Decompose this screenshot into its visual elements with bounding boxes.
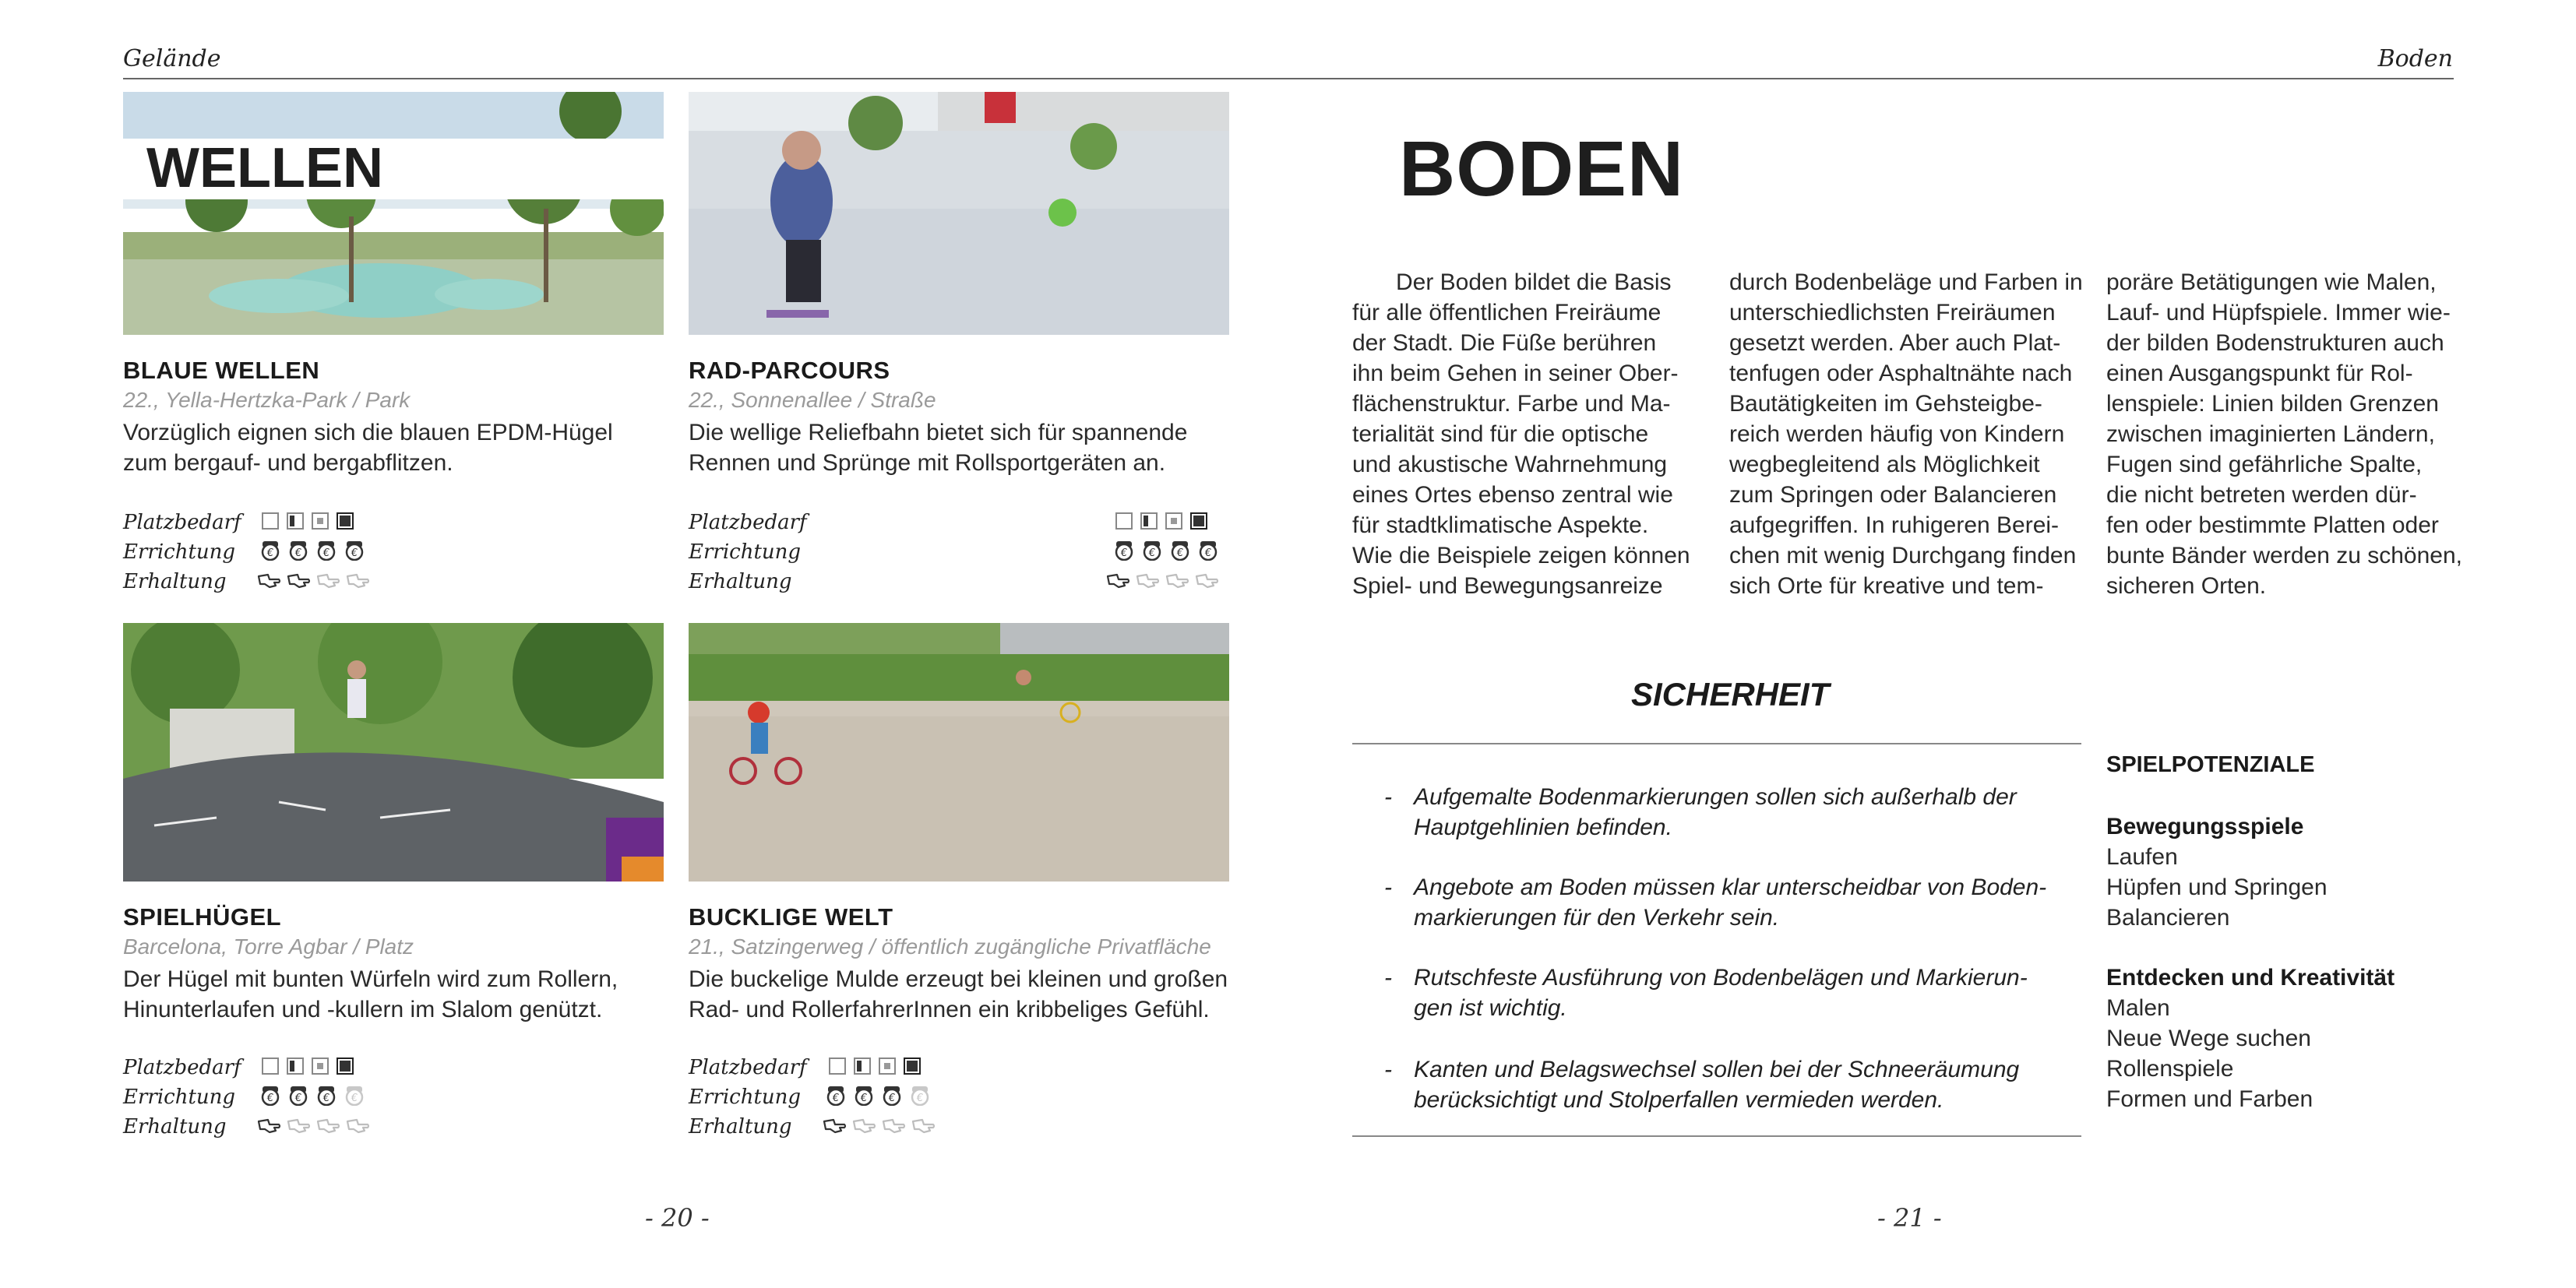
euro-coin-icon bbox=[854, 1086, 874, 1106]
svg-text:€: € bbox=[351, 547, 358, 559]
rating-block: Platzbedarf Errichtung Erhaltung € € € € bbox=[123, 1053, 388, 1146]
space-square-icon bbox=[829, 1057, 846, 1075]
svg-text:€: € bbox=[266, 547, 274, 559]
safety-item: - Aufgemalte Bodenmarkierungen sollen sich außerhalb der Hauptgehlinien befinden. bbox=[1384, 784, 2017, 840]
rating-block: Platzbedarf Errichtung Erhaltung € € € € bbox=[689, 508, 1234, 601]
header-rule bbox=[123, 78, 2454, 79]
page-number-right: - 21 - bbox=[1877, 1203, 1942, 1233]
card-title: RAD-PARCOURS bbox=[689, 357, 890, 384]
card-location: 22., Sonnenallee / Straße bbox=[689, 388, 936, 412]
body-column-1: Der Boden bildet die Basis für alle öffentlichen Freiräume der Stadt. Die Füße berühren ihn beim Gehen in seiner Ober- flächenstruktur. Farbe und Ma- terialität sind für die optische und akustische Wahrnehmung eines Ortes ebenso zentral wie für stadtklimatische Aspekte. Wie die Beispiele zeigen können Spiel- und Bewegungsanreize bbox=[1352, 269, 1690, 599]
space-square-icon bbox=[337, 512, 354, 530]
potentials-group: Bewegungsspiele Laufen Hüpfen und Springen Balancieren bbox=[2106, 814, 2328, 931]
euro-coin-icon bbox=[344, 540, 365, 561]
space-square-icon bbox=[287, 1057, 304, 1075]
rating-block: Platzbedarf Errichtung Erhaltung € € € € bbox=[123, 508, 388, 601]
safety-item: - Kanten und Belagswechsel sollen bei der Schneeräumung berücksichtigt und Stolperfallen vermieden werden. bbox=[1384, 1057, 2020, 1113]
safety-rule-bottom bbox=[1352, 1135, 2081, 1137]
euro-coin-icon bbox=[288, 540, 308, 561]
hand-icon bbox=[346, 572, 371, 592]
card-description: Der Hügel mit bunten Würfeln wird zum Rollern, Hinunterlaufen und -kullern im Slalom genützt. bbox=[123, 966, 618, 1022]
space-square-icon bbox=[1140, 512, 1158, 530]
card-title: BLAUE WELLEN bbox=[123, 357, 320, 384]
space-square-icon bbox=[1165, 512, 1182, 530]
hand-icon bbox=[852, 1117, 877, 1137]
euro-coin-icon bbox=[910, 1086, 930, 1106]
svg-text:€: € bbox=[832, 1093, 840, 1104]
euro-coin-icon bbox=[1170, 540, 1190, 561]
space-square-icon bbox=[262, 512, 279, 530]
hand-icon bbox=[823, 1117, 848, 1137]
euro-coin-icon bbox=[316, 540, 337, 561]
card-location: 21., Satzingerweg / öffentlich zugängliche Privatfläche bbox=[689, 934, 1211, 959]
euro-coin-icon bbox=[826, 1086, 846, 1106]
space-square-icon bbox=[262, 1057, 279, 1075]
euro-coin-icon bbox=[1198, 540, 1218, 561]
svg-text:€: € bbox=[266, 1093, 274, 1104]
space-square-icon bbox=[337, 1057, 354, 1075]
euro-coin-icon bbox=[1142, 540, 1162, 561]
euro-coin-icon bbox=[344, 1086, 365, 1106]
page-number-left: - 20 - bbox=[645, 1203, 710, 1233]
section-title-wellen: WELLEN bbox=[146, 137, 383, 199]
svg-text:€: € bbox=[1120, 547, 1128, 559]
hand-icon bbox=[287, 572, 312, 592]
svg-text:€: € bbox=[916, 1093, 924, 1104]
hand-icon bbox=[911, 1117, 936, 1137]
rating-block: Platzbedarf Errichtung Erhaltung € € € € bbox=[689, 1053, 969, 1146]
euro-coin-icon bbox=[1114, 540, 1134, 561]
card-title: SPIELHÜGEL bbox=[123, 903, 282, 931]
safety-rule-top bbox=[1352, 743, 2081, 744]
photo-rad-parcours bbox=[689, 92, 1229, 335]
svg-text:€: € bbox=[351, 1093, 358, 1104]
hand-icon bbox=[257, 1117, 282, 1137]
card-description: Vorzüglich eignen sich die blauen EPDM-Hügel zum bergauf- und bergabflitzen. bbox=[123, 420, 613, 476]
svg-text:€: € bbox=[322, 1093, 330, 1104]
running-header-right: Boden bbox=[2377, 45, 2453, 72]
space-square-icon bbox=[879, 1057, 896, 1075]
euro-coin-icon bbox=[882, 1086, 902, 1106]
euro-coin-icon bbox=[288, 1086, 308, 1106]
safety-item: - Rutschfeste Ausführung von Bodenbelägen und Markierun- gen ist wichtig. bbox=[1384, 965, 2028, 1021]
euro-coin-icon bbox=[260, 540, 280, 561]
euro-coin-icon bbox=[316, 1086, 337, 1106]
svg-text:€: € bbox=[888, 1093, 896, 1104]
hand-icon bbox=[257, 572, 282, 592]
space-square-icon bbox=[1190, 512, 1207, 530]
hand-icon bbox=[316, 572, 341, 592]
card-description: Die buckelige Mulde erzeugt bei kleinen und großen Rad- und RollerfahrerInnen ein kribbeliges Gefühl. bbox=[689, 966, 1228, 1022]
space-square-icon bbox=[312, 1057, 329, 1075]
body-column-2: durch Bodenbeläge und Farben in unterschiedlichsten Freiräumen gesetzt werden. Aber auch Plat- tenfugen oder Asphaltnähte nach Bautätigkeiten im Gehsteigbe- reich werden häufig von Kindern wegbegleitend als Möglichkeit zum Springen oder Balancieren aufgegriffen. In ruhigeren Berei- chen mit wenig Durchgang finden sich Orte für kreative und tem- bbox=[1729, 269, 2083, 599]
body-column-3: poräre Betätigungen wie Malen, Lauf- und Hüpfspiele. Immer wie- der bilden Bodenstrukturen auch einen Ausgangspunkt für Rol- lenspiele: Linien bilden Grenzen zwischen imaginierten Ländern, Fugen sind gefährliche Spalte, die nicht betreten werden dür- fen oder bestimmte Platten oder bunte Bänder werden zu schönen, sicheren Orten. bbox=[2106, 269, 2462, 599]
svg-text:€: € bbox=[1204, 547, 1212, 559]
potentials-group: Entdecken und Kreativität Malen Neue Wege suchen Rollenspiele Formen und Farben bbox=[2106, 965, 2395, 1112]
card-description: Die wellige Reliefbahn bietet sich für spannende Rennen und Sprünge mit Rollsportgeräten an. bbox=[689, 420, 1188, 476]
hand-icon bbox=[346, 1117, 371, 1137]
section-title-boden: BODEN bbox=[1399, 125, 1685, 213]
hand-icon bbox=[1106, 572, 1131, 592]
hand-icon bbox=[882, 1117, 907, 1137]
potentials-title: SPIELPOTENZIALE bbox=[2106, 752, 2315, 777]
svg-text:€: € bbox=[294, 547, 302, 559]
card-title: BUCKLIGE WELT bbox=[689, 903, 893, 931]
space-square-icon bbox=[854, 1057, 871, 1075]
photo-bucklige-welt bbox=[689, 623, 1229, 882]
svg-text:€: € bbox=[860, 1093, 868, 1104]
space-square-icon bbox=[287, 512, 304, 530]
space-square-icon bbox=[312, 512, 329, 530]
svg-text:€: € bbox=[294, 1093, 302, 1104]
safety-item: - Angebote am Boden müssen klar unterscheidbar von Boden- markierungen für den Verkehr sein. bbox=[1384, 875, 2047, 931]
space-square-icon bbox=[1115, 512, 1133, 530]
hand-icon bbox=[1165, 572, 1190, 592]
safety-title: SICHERHEIT bbox=[1631, 676, 1830, 713]
hand-icon bbox=[316, 1117, 341, 1137]
svg-text:€: € bbox=[322, 547, 330, 559]
svg-text:€: € bbox=[1176, 547, 1184, 559]
photo-spielhuegel bbox=[123, 623, 664, 882]
hand-icon bbox=[1195, 572, 1220, 592]
space-square-icon bbox=[904, 1057, 921, 1075]
euro-coin-icon bbox=[260, 1086, 280, 1106]
card-location: 22., Yella-Hertzka-Park / Park bbox=[123, 388, 411, 412]
card-location: Barcelona, Torre Agbar / Platz bbox=[123, 934, 414, 959]
hand-icon bbox=[287, 1117, 312, 1137]
svg-text:€: € bbox=[1148, 547, 1156, 559]
running-header-left: Gelände bbox=[123, 45, 221, 72]
hand-icon bbox=[1136, 572, 1161, 592]
photo-blaue-wellen bbox=[123, 92, 664, 335]
